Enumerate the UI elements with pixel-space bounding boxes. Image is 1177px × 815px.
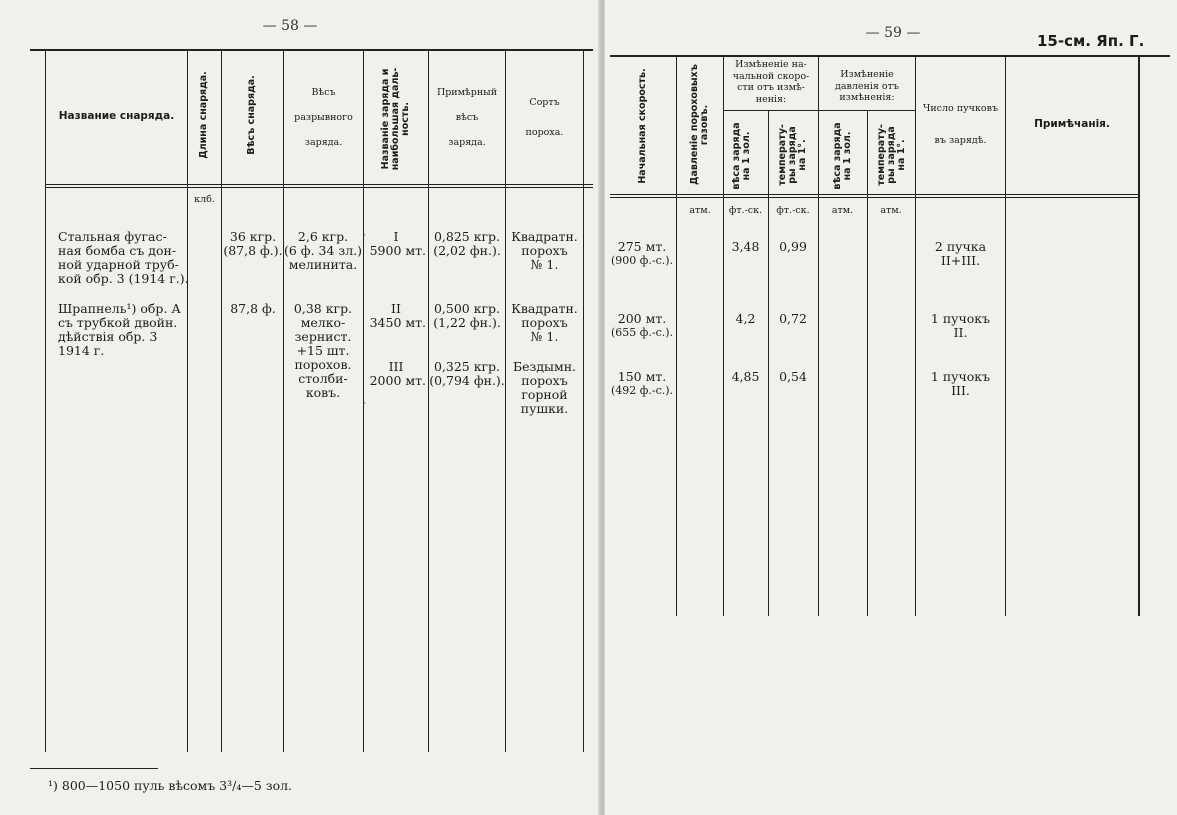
header-powder-2: пороха. — [525, 127, 564, 138]
header-shell-name: Название снаряда. — [58, 110, 175, 122]
shell-2-burst: 0,38 кгр. мелко- зернист. +15 шт. порохов. столби- ковъ. — [293, 301, 353, 400]
unit-atm-weight: атм. — [831, 205, 854, 216]
right-page — [605, 0, 1177, 815]
row-2-bundles: 1 пучокъ II. — [930, 311, 991, 340]
col-divider — [867, 110, 868, 616]
page-number-right: — 59 — — [865, 25, 921, 41]
header-charge: Названіе заряда и наибольшая даль- ность. — [380, 67, 411, 171]
header-rule-2 — [45, 187, 593, 188]
row-3-velocity: 150 мт. (492 ф.-с.). — [610, 369, 674, 397]
subheader-rule — [723, 110, 915, 111]
header-rule-1 — [610, 194, 1140, 195]
page-number-left: — 58 — — [262, 18, 318, 34]
row-3-dv-temp: 0,54 — [779, 369, 807, 384]
header-approx-3: заряда. — [448, 137, 486, 148]
table-top-rule — [610, 55, 1170, 57]
col-divider — [723, 56, 724, 616]
charge-1-range: 5900 мт. — [369, 243, 426, 258]
col-divider — [283, 50, 284, 752]
charge-2-approx: 0,500 кгр. (1,22 фн.). — [433, 301, 501, 330]
charge-2-name: II — [391, 301, 401, 316]
subheader-press-weight: вѣса заряда на 1 зол. — [832, 122, 853, 190]
header-burst-3: заряда. — [304, 137, 343, 148]
charge-1-approx: 0,825 кгр. (2,02 фн.). — [433, 229, 501, 258]
shell-1-weight: 36 кгр. (87,8 ф.). — [223, 229, 283, 258]
header-bundles-2: въ зарядѣ. — [934, 135, 987, 146]
unit-atm-temp: атм. — [880, 205, 902, 216]
col-divider — [818, 56, 819, 616]
charge-3-powder: Бездымн. порохъ горной пушки. — [512, 359, 577, 416]
charge-2-powder: Квадратн. порохъ № 1. — [511, 301, 578, 344]
col-divider — [583, 50, 584, 752]
header-pressure-change: Измѣненіе давленія отъ измѣненія: — [835, 69, 899, 103]
row-2-dv-weight: 4,2 — [735, 311, 756, 326]
col-divider — [45, 50, 46, 752]
unit-fts-weight: фт.-ск. — [728, 205, 763, 216]
col-divider — [187, 50, 188, 752]
row-3-bundles: 1 пучокъ III. — [930, 369, 991, 398]
row-1-velocity: 275 мт. (900 ф.-с.). — [610, 239, 674, 267]
header-rule-2 — [610, 197, 1140, 198]
unit-fts-temp: фт.-ск. — [776, 205, 810, 216]
charge-2-range: 3450 мт. — [369, 315, 426, 330]
header-pressure: Давленіе пороховыхъ газовъ. — [689, 64, 710, 185]
row-2-velocity: 200 мт. (655 ф.-с.). — [610, 311, 674, 339]
charge-3-approx: 0,325 кгр. (0,794 фн.). — [429, 359, 505, 388]
gun-title: 15-см. Яп. Г. — [1037, 32, 1145, 50]
row-1-bundles: 2 пучка II+III. — [934, 239, 987, 268]
shell-1-burst: 2,6 кгр. (6 ф. 34 зл.) мелинита. — [283, 229, 363, 272]
header-shell-weight: Вѣсъ снаряда. — [246, 75, 258, 155]
shell-1-name: Стальная фугас- ная бомба съ дон- ной ударной труб- кой обр. 3 (1914 г.). — [58, 229, 189, 286]
header-notes: Примѣчанія. — [1034, 118, 1110, 130]
col-divider — [1005, 56, 1006, 616]
row-1-dv-temp: 0,99 — [779, 239, 807, 254]
header-bundles-1: Число пучковъ — [922, 103, 999, 114]
col-divider — [428, 50, 429, 752]
table-top-rule — [30, 49, 593, 51]
header-rule-1 — [45, 184, 593, 185]
row-1-dv-weight: 3,48 — [731, 239, 760, 254]
charge-1-name: I — [393, 229, 399, 244]
table-right-border — [1138, 56, 1140, 616]
unit-atm-pressure: атм. — [689, 205, 711, 216]
header-velocity-change: Измѣненіе на- чальной скоро- сти отъ измѣ- ненія: — [732, 59, 810, 105]
header-velocity: Начальная скорость. — [637, 68, 649, 184]
charge-3-name: III — [388, 359, 404, 374]
row-2-dv-temp: 0,72 — [779, 311, 807, 326]
subheader-vel-temp: температу- ры заряда на 1°. — [777, 124, 808, 186]
shell-2-name: Шрапнель¹) обр. А съ трубкой двойн. дѣйствія обр. 3 1914 г. — [58, 301, 181, 358]
header-powder-1: Сортъ — [529, 97, 560, 108]
unit-length: клб. — [194, 194, 215, 205]
shell-2-weight: 87,8 ф. — [230, 301, 276, 316]
footnote-rule — [30, 768, 158, 769]
col-divider — [221, 50, 222, 752]
row-3-dv-weight: 4,85 — [731, 369, 760, 384]
header-burst-1: Вѣсъ — [311, 87, 336, 98]
header-approx-1: Примѣрный — [436, 87, 498, 98]
charge-1-powder: Квадратн. порохъ № 1. — [511, 229, 578, 272]
header-shell-length: Длина снаряда. — [198, 71, 210, 159]
header-approx-2: вѣсъ — [455, 112, 479, 123]
charge-3-range: 2000 мт. — [369, 373, 426, 388]
col-divider — [768, 110, 769, 616]
subheader-vel-weight: вѣса заряда на 1 зол. — [731, 122, 752, 190]
subheader-press-temp: температу- ры заряда на 1°. — [876, 124, 907, 186]
footnote: ¹) 800—1050 пуль вѣсомъ 3³/₄—5 зол. — [48, 778, 293, 793]
header-burst-2: разрывного — [294, 112, 353, 123]
